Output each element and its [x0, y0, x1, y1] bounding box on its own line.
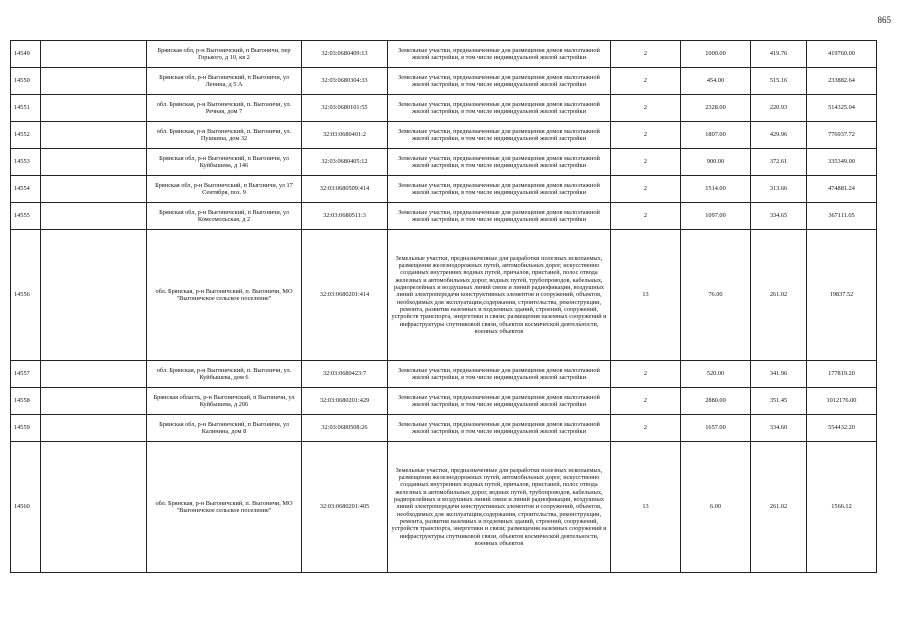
use-group-cell: 2 [611, 176, 681, 203]
table-row [11, 68, 877, 95]
cadastral-number-cell: 32:03:0680409:13 [302, 41, 388, 68]
use-group-cell: 13 [611, 442, 681, 573]
table-row [11, 388, 877, 415]
area-cell: 1514.00 [681, 176, 751, 203]
use-group-cell: 2 [611, 388, 681, 415]
cadastral-number-cell: 32:03:0680423:7 [302, 361, 388, 388]
cadastral-number-cell: 32:03:0680508:26 [302, 415, 388, 442]
row-number: 14559 [11, 415, 41, 442]
row-number: 14550 [11, 68, 41, 95]
address-cell: Брянская обл, р-н Выгоничский, п Выгоничи, пер Горького, д 10, кв 2 [147, 41, 302, 68]
specific-value-cell: 341.96 [751, 361, 807, 388]
empty-cell [41, 122, 147, 149]
empty-cell [41, 442, 147, 573]
specific-value-cell: 261.02 [751, 442, 807, 573]
use-group-cell: 2 [611, 122, 681, 149]
table-row [11, 442, 877, 573]
cadastral-number-cell: 32:03:0680405:12 [302, 149, 388, 176]
address-cell: обл. Брянская, р-н Выгоничский, п. Выгоничи, МО "Выгоничское сельское поселение" [147, 442, 302, 573]
table-row [11, 149, 877, 176]
cadastral-value-cell: 554432.20 [807, 415, 877, 442]
table-row [11, 176, 877, 203]
address-cell: Брянская обл, р-н Выгоничский, п Выгоничи, ул Ленина, д 5 А [147, 68, 302, 95]
address-cell: обл. Брянская, р-н Выгоничский, п. Выгоничи, ул. Речная, дом 7 [147, 95, 302, 122]
cadastral-number-cell: 32:03:0680201:405 [302, 442, 388, 573]
cadastral-value-cell: 233882.64 [807, 68, 877, 95]
area-cell: 6.00 [681, 442, 751, 573]
land-use-cell: Земельные участки, предназначенные для размещения домов малоэтажной жилой застройки, в том числе индивидуальной жилой застройки [388, 122, 611, 149]
specific-value-cell: 515.16 [751, 68, 807, 95]
area-cell: 520.00 [681, 361, 751, 388]
area-cell: 1657.00 [681, 415, 751, 442]
cadastral-number-cell: 32:03:0680509:414 [302, 176, 388, 203]
row-number: 14551 [11, 95, 41, 122]
empty-cell [41, 361, 147, 388]
empty-cell [41, 176, 147, 203]
empty-cell [41, 415, 147, 442]
specific-value-cell: 334.65 [751, 203, 807, 230]
land-use-cell: Земельные участки, предназначенные для размещения домов малоэтажной жилой застройки, в том числе индивидуальной жилой застройки [388, 149, 611, 176]
address-cell: Брянская обл, р-н Выгоничский, п Выгоничи, ул 17 Сентября, поз. 9 [147, 176, 302, 203]
address-cell: обл. Брянская, р-н Выгоничский, п. Выгоничи, МО "Выгоничское сельское поселение" [147, 230, 302, 361]
land-use-cell: Земельные участки, предназначенные для размещения домов малоэтажной жилой застройки, в том числе индивидуальной жилой застройки [388, 203, 611, 230]
table-row [11, 230, 877, 361]
empty-cell [41, 230, 147, 361]
empty-cell [41, 149, 147, 176]
address-cell: Брянская область, р-н Выгоничский, п Выгоничи, ул Куйбышева, д 206 [147, 388, 302, 415]
page-number: 865 [877, 15, 891, 25]
specific-value-cell: 313.66 [751, 176, 807, 203]
table-row [11, 95, 877, 122]
use-group-cell: 2 [611, 68, 681, 95]
cadastral-value-cell: 335349.00 [807, 149, 877, 176]
use-group-cell: 13 [611, 230, 681, 361]
area-cell: 76.00 [681, 230, 751, 361]
cadastral-value-cell: 419760.00 [807, 41, 877, 68]
use-group-cell: 2 [611, 203, 681, 230]
land-use-cell: Земельные участки, предназначенные для разработки полезных ископаемых, размещения железнодорожных путей, автомобильных дорог, искусственно созданных внутренних водных путей, причалов, пристаней, полос отвода железных и автомобильных дорог, водных путей, трубопроводов, кабельных, радиорелейных и воздушных линий связи и линий радиофикации, воздушных линий электропередачи конструктивных элементов и сооружений, объектов, необходимых для эксплуатации,содержания, строительства, реконструкции, ремонта, развития наземных и подземных зданий, строений, сооружений, устройств транспорта, энергетики и связи; размещения наземных сооружений и инфраструктуры спутниковой связи, объектов космической деятельности, военных объектов [388, 230, 611, 361]
specific-value-cell: 429.96 [751, 122, 807, 149]
address-cell: обл. Брянская, р-н Выгоничский, п. Выгоничи, ул. Куйбышева, дом 6 [147, 361, 302, 388]
address-cell: Брянская обл, р-н Выгоничский, п Выгоничи, ул Комсомольская, д 2 [147, 203, 302, 230]
cadastral-value-cell: 1012176.00 [807, 388, 877, 415]
address-cell: обл. Брянская, р-н Выгоничский, п. Выгоничи, ул. Пушкина, дом 32 [147, 122, 302, 149]
land-use-cell: Земельные участки, предназначенные для разработки полезных ископаемых, размещения железнодорожных путей, автомобильных дорог, искусственно созданных внутренних водных путей, причалов, пристаней, полос отвода железных и автомобильных дорог, водных путей, трубопроводов, кабельных, радиорелейных и воздушных линий связи и линий радиофикации, воздушных линий электропередачи конструктивных элементов и сооружений, объектов, необходимых для эксплуатации,содержания, строительства, реконструкции, ремонта, развития наземных и подземных зданий, строений, сооружений, устройств транспорта, энергетики и связи; размещения наземных сооружений и инфраструктуры спутниковой связи, объектов космической деятельности, военных объектов [388, 442, 611, 573]
land-use-cell: Земельные участки, предназначенные для размещения домов малоэтажной жилой застройки, в том числе индивидуальной жилой застройки [388, 361, 611, 388]
row-number: 14549 [11, 41, 41, 68]
row-number: 14555 [11, 203, 41, 230]
empty-cell [41, 203, 147, 230]
row-number: 14554 [11, 176, 41, 203]
row-number: 14553 [11, 149, 41, 176]
cadastral-number-cell: 32:03:0680511:3 [302, 203, 388, 230]
table-row [11, 415, 877, 442]
use-group-cell: 2 [611, 361, 681, 388]
specific-value-cell: 351.45 [751, 388, 807, 415]
empty-cell [41, 41, 147, 68]
row-number: 14558 [11, 388, 41, 415]
use-group-cell: 2 [611, 95, 681, 122]
land-use-cell: Земельные участки, предназначенные для размещения домов малоэтажной жилой застройки, в том числе индивидуальной жилой застройки [388, 176, 611, 203]
cadastral-value-cell: 474881.24 [807, 176, 877, 203]
cadastral-number-cell: 32:03:0680201:414 [302, 230, 388, 361]
area-cell: 454.00 [681, 68, 751, 95]
cadastral-value-cell: 367111.05 [807, 203, 877, 230]
row-number: 14556 [11, 230, 41, 361]
area-cell: 1000.00 [681, 41, 751, 68]
cadastral-value-cell: 19837.52 [807, 230, 877, 361]
area-cell: 1097.00 [681, 203, 751, 230]
area-cell: 2880.00 [681, 388, 751, 415]
row-number: 14560 [11, 442, 41, 573]
use-group-cell: 2 [611, 415, 681, 442]
use-group-cell: 2 [611, 149, 681, 176]
empty-cell [41, 95, 147, 122]
empty-cell [41, 388, 147, 415]
land-use-cell: Земельные участки, предназначенные для размещения домов малоэтажной жилой застройки, в том числе индивидуальной жилой застройки [388, 68, 611, 95]
cadastral-number-cell: 32:03:0680401:2 [302, 122, 388, 149]
row-number: 14552 [11, 122, 41, 149]
table-row [11, 41, 877, 68]
cadastral-value-table [10, 40, 877, 573]
cadastral-number-cell: 32:03:0680101:55 [302, 95, 388, 122]
land-use-cell: Земельные участки, предназначенные для размещения домов малоэтажной жилой застройки, в том числе индивидуальной жилой застройки [388, 415, 611, 442]
table-row [11, 122, 877, 149]
row-number: 14557 [11, 361, 41, 388]
table-row [11, 203, 877, 230]
address-cell: Брянская обл, р-н Выгоничский, п Выгоничи, ул Калинина, дом 8 [147, 415, 302, 442]
area-cell: 900.00 [681, 149, 751, 176]
cadastral-value-cell: 177819.20 [807, 361, 877, 388]
cadastral-value-cell: 514325.04 [807, 95, 877, 122]
address-cell: Брянская обл, р-н Выгоничский, п Выгоничи, ул Куйбышева, д 146 [147, 149, 302, 176]
specific-value-cell: 334.60 [751, 415, 807, 442]
cadastral-number-cell: 32:03:0680201:429 [302, 388, 388, 415]
cadastral-value-cell: 776937.72 [807, 122, 877, 149]
specific-value-cell: 220.93 [751, 95, 807, 122]
use-group-cell: 2 [611, 41, 681, 68]
specific-value-cell: 372.61 [751, 149, 807, 176]
land-use-cell: Земельные участки, предназначенные для размещения домов малоэтажной жилой застройки, в том числе индивидуальной жилой застройки [388, 388, 611, 415]
cadastral-number-cell: 32:03:0680304:33 [302, 68, 388, 95]
empty-cell [41, 68, 147, 95]
land-use-cell: Земельные участки, предназначенные для размещения домов малоэтажной жилой застройки, в том числе индивидуальной жилой застройки [388, 95, 611, 122]
specific-value-cell: 261.02 [751, 230, 807, 361]
land-use-cell: Земельные участки, предназначенные для размещения домов малоэтажной жилой застройки, в том числе индивидуальной жилой застройки [388, 41, 611, 68]
specific-value-cell: 419.76 [751, 41, 807, 68]
table-row [11, 361, 877, 388]
area-cell: 2328.00 [681, 95, 751, 122]
area-cell: 1807.00 [681, 122, 751, 149]
cadastral-value-cell: 1566.12 [807, 442, 877, 573]
